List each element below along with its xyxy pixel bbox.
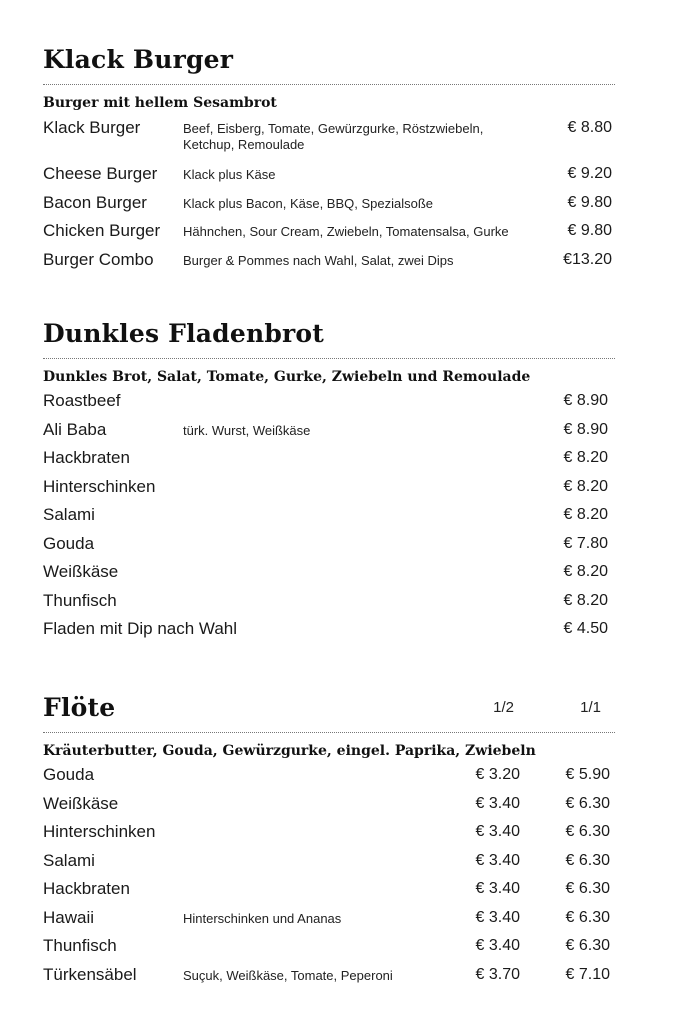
section-dunkles-fladenbrot (43, 316, 615, 645)
menu-item (43, 933, 615, 962)
item-price-full: € 6.30 (565, 908, 610, 926)
menu-item (43, 762, 615, 791)
menu-item (43, 190, 615, 219)
menu-item (43, 247, 615, 276)
menu-item (43, 616, 615, 645)
item-name: Ali Baba (43, 419, 107, 439)
item-price: € 7.80 (563, 534, 608, 552)
item-name: Hackbraten (43, 448, 130, 467)
column-header-full: 1/1 (580, 699, 601, 716)
item-description: Beef, Eisberg, Tomate, Gewürzgurke, Röstzwiebeln, Ketchup, Remoulade (183, 121, 484, 152)
item-description: Burger & Pommes nach Wahl, Salat, zwei Dips (183, 252, 454, 268)
item-list (43, 762, 615, 990)
item-name: Klack Burger (43, 118, 141, 137)
item-name: Weißkäse (43, 562, 119, 581)
item-name: Hackbraten (43, 879, 130, 898)
item-description: Hinterschinken und Ananas (183, 910, 342, 926)
menu-item (43, 531, 615, 560)
item-description: Suçuk, Weißkäse, Tomate, Peperoni (183, 967, 393, 983)
item-price-half: € 3.40 (475, 937, 520, 954)
menu-item (43, 876, 615, 905)
dotted-divider (43, 732, 615, 733)
item-price-full: € 6.30 (565, 794, 610, 812)
item-price: € 8.20 (563, 477, 608, 495)
item-price-full: € 5.90 (565, 766, 610, 783)
item-name: Thunfisch (43, 590, 117, 610)
menu-item (43, 588, 615, 617)
item-price: € 8.20 (563, 591, 608, 609)
item-description: türk. Wurst, Weißkäse (183, 422, 311, 438)
item-price: € 8.90 (563, 392, 608, 409)
section-floete (43, 690, 615, 990)
menu-item (43, 218, 615, 247)
menu-item (43, 962, 615, 991)
menu-item (43, 819, 615, 848)
item-price: € 9.80 (567, 222, 612, 239)
item-price: € 8.20 (563, 563, 608, 580)
dotted-divider (43, 358, 615, 359)
dotted-divider (43, 84, 615, 85)
item-price-full: € 6.30 (565, 937, 610, 954)
section-title: Flöte (43, 693, 116, 722)
item-list (43, 388, 615, 645)
item-name: Hawaii (43, 907, 95, 927)
item-price-half: € 3.40 (475, 823, 520, 840)
item-description: Hähnchen, Sour Cream, Zwiebeln, Tomatensalsa, Gurke (183, 224, 509, 239)
item-price-half: € 3.40 (475, 908, 520, 926)
item-price-half: € 3.70 (475, 965, 520, 983)
item-price-half: € 3.40 (475, 794, 520, 812)
item-name: Hinterschinken (43, 476, 156, 496)
item-price-half: € 3.20 (475, 766, 520, 783)
item-price-half: € 3.40 (475, 880, 520, 897)
section-title: Dunkles Fladenbrot (43, 319, 325, 348)
item-name: Bacon Burger (43, 192, 147, 212)
item-name: Chicken Burger (43, 221, 161, 240)
item-price: € 4.50 (563, 620, 608, 637)
column-header-half: 1/2 (493, 699, 514, 716)
item-price-half: € 3.40 (475, 851, 520, 869)
menu-item (43, 474, 615, 503)
item-price-full: € 7.10 (565, 965, 610, 983)
menu-item (43, 115, 615, 161)
item-price: € 9.20 (567, 165, 612, 182)
item-description: Klack plus Käse (183, 167, 276, 182)
item-name: Weißkäse (43, 793, 119, 813)
item-price-full: € 6.30 (565, 823, 610, 840)
menu-item (43, 502, 615, 531)
item-price-full: € 6.30 (565, 851, 610, 869)
item-name: Fladen mit Dip nach Wahl (43, 619, 238, 638)
menu-item (43, 905, 615, 934)
menu-item (43, 848, 615, 877)
section-subtitle: Burger mit hellem Sesambrot (43, 95, 277, 111)
menu-item (43, 161, 615, 190)
item-price: € 8.20 (563, 449, 608, 466)
item-name: Roastbeef (43, 391, 121, 410)
item-price: €13.20 (563, 250, 612, 268)
section-subtitle: Dunkles Brot, Salat, Tomate, Gurke, Zwiebeln und Remoulade (43, 369, 531, 385)
menu-item (43, 388, 615, 417)
menu-item (43, 559, 615, 588)
item-name: Hinterschinken (43, 822, 156, 841)
item-name: Cheese Burger (43, 164, 158, 183)
item-price: € 9.80 (567, 193, 612, 211)
item-description: Klack plus Bacon, Käse, BBQ, Spezialsoße (183, 195, 434, 211)
item-name: Burger Combo (43, 249, 154, 269)
item-price-full: € 6.30 (565, 880, 610, 897)
section-klack-burger (43, 42, 615, 275)
item-name: Thunfisch (43, 936, 117, 955)
item-name: Salami (43, 505, 95, 524)
item-price: € 8.80 (567, 119, 612, 136)
item-name: Türkensäbel (43, 964, 137, 984)
item-name: Salami (43, 850, 95, 870)
item-price: € 8.20 (563, 506, 608, 523)
item-price: € 8.90 (563, 420, 608, 438)
item-name: Gouda (43, 533, 95, 553)
section-title: Klack Burger (43, 45, 234, 74)
menu-item (43, 445, 615, 474)
item-list (43, 115, 615, 275)
section-subtitle: Kräuterbutter, Gouda, Gewürzgurke, eingel. Paprika, Zwiebeln (43, 743, 536, 759)
menu-item (43, 791, 615, 820)
menu-item (43, 417, 615, 446)
item-name: Gouda (43, 765, 95, 784)
